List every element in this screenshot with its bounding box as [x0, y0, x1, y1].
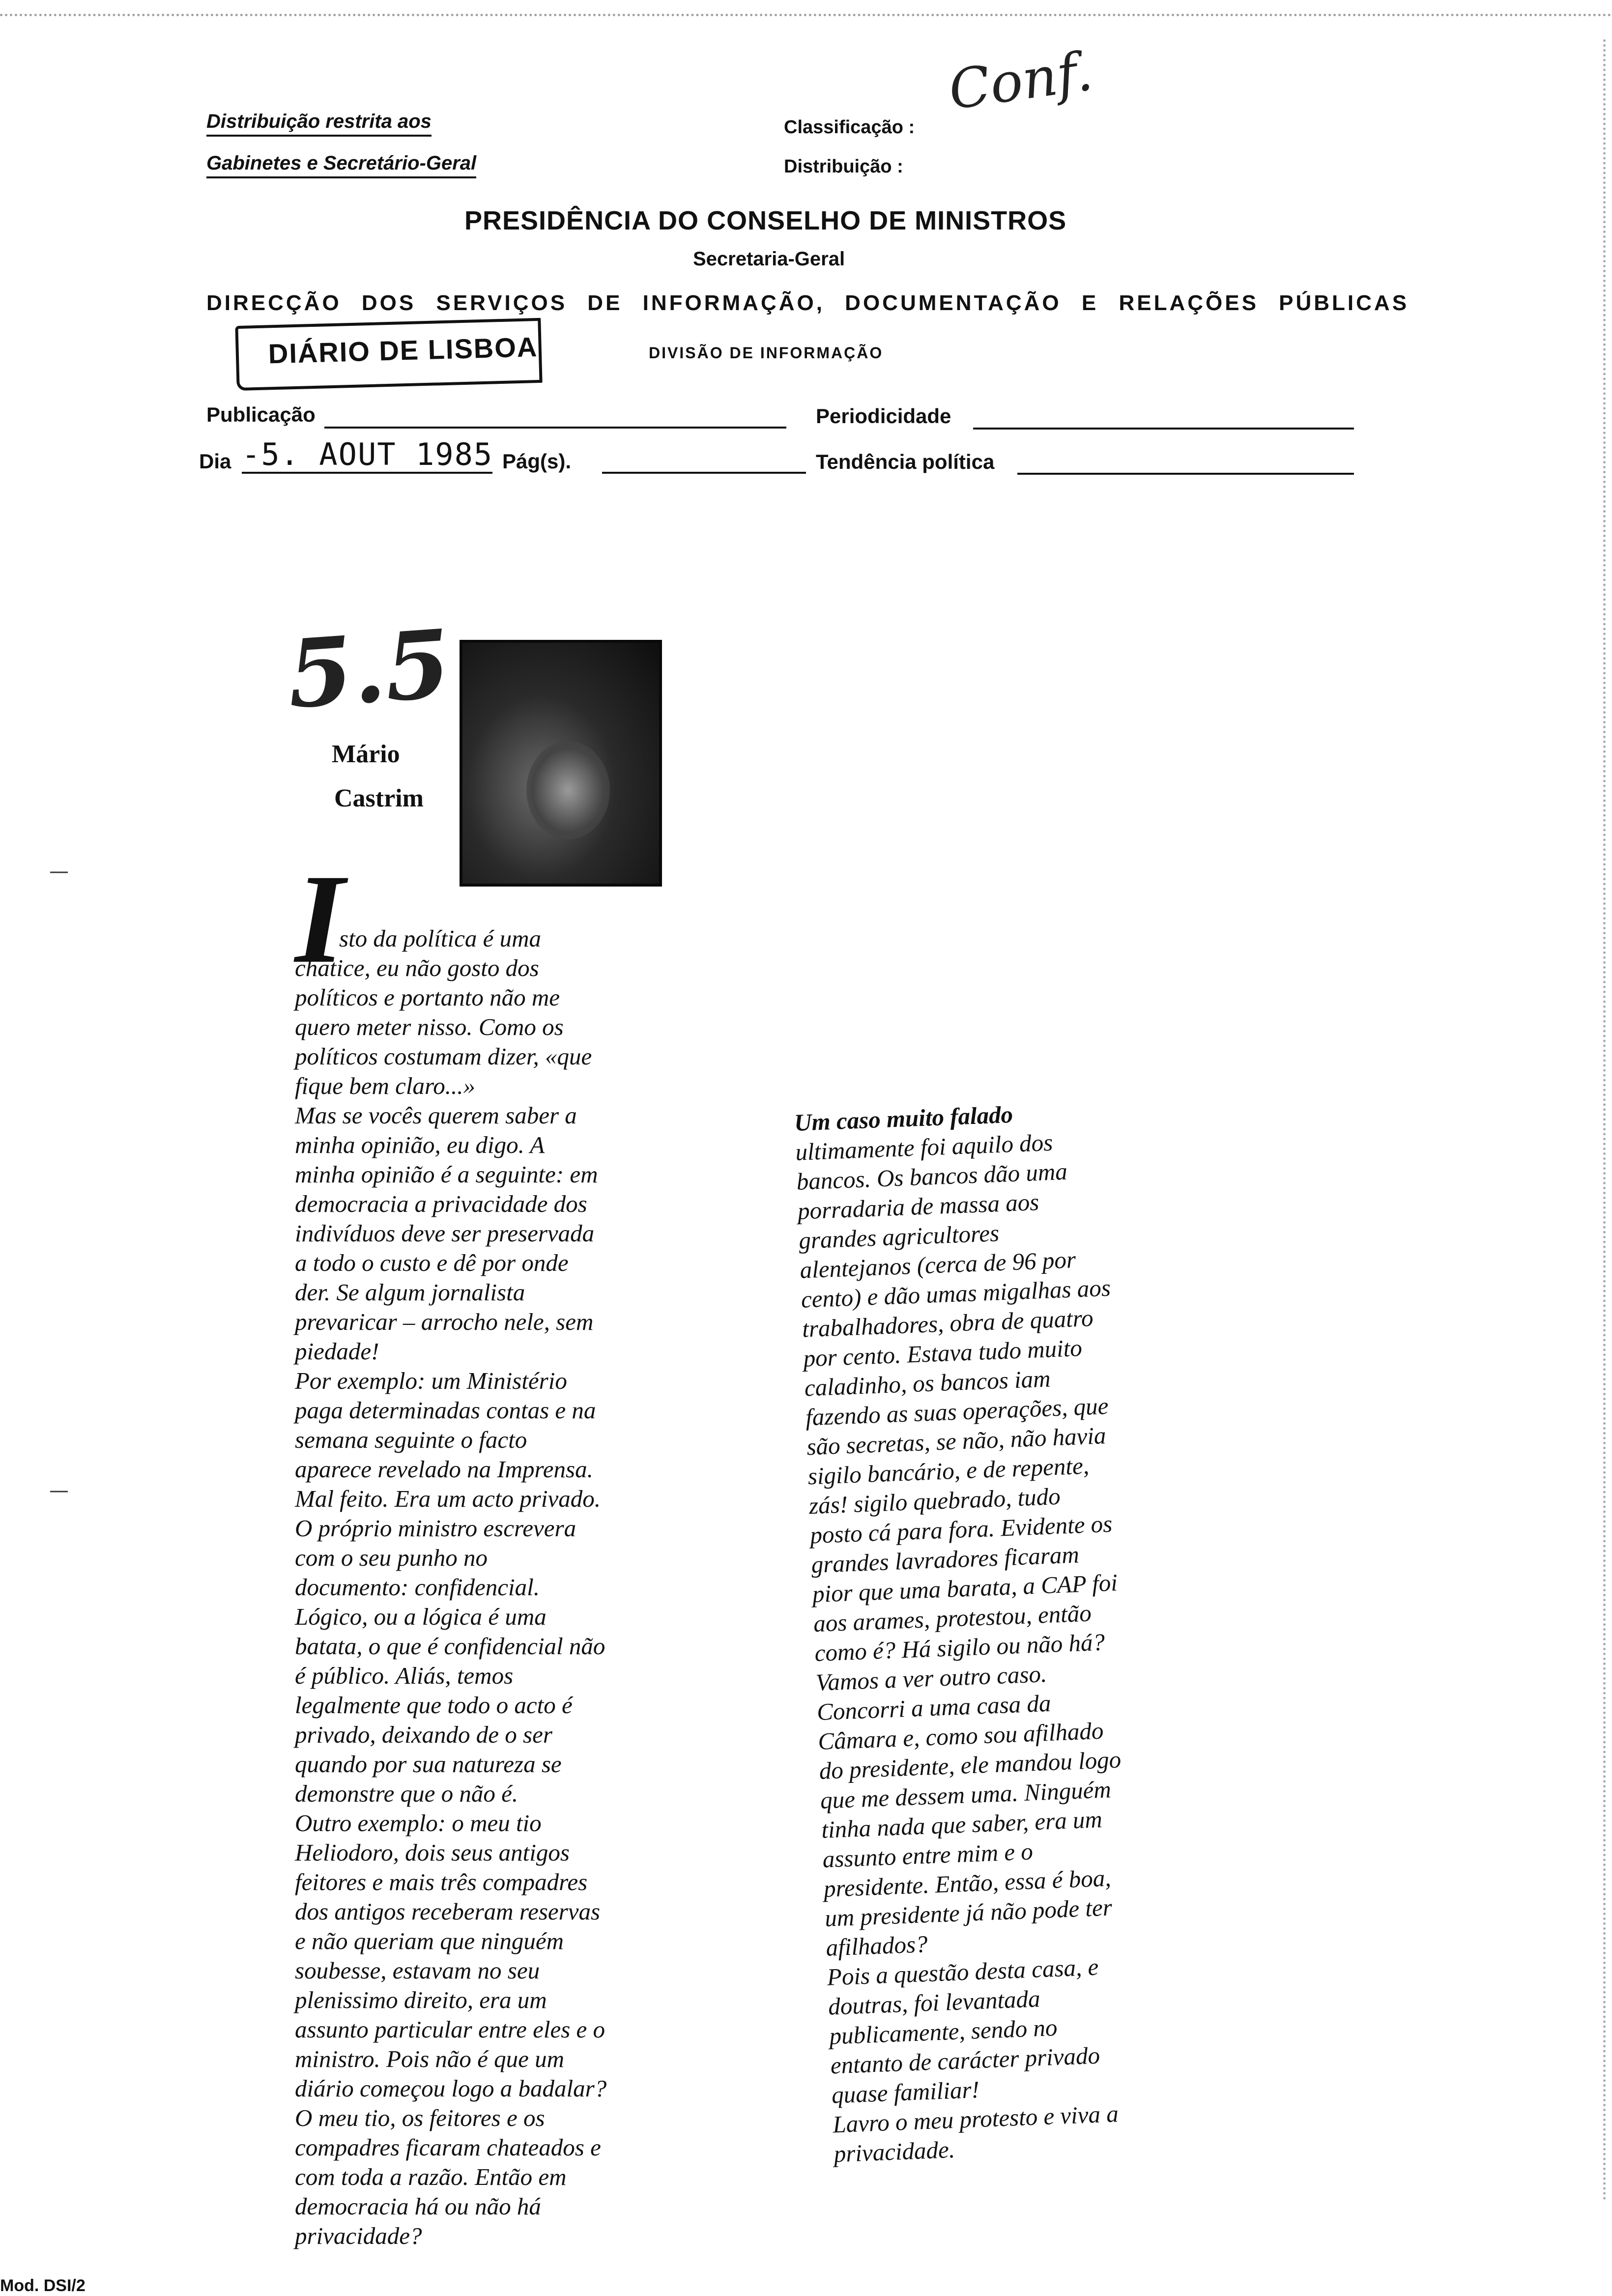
article-col2-lead: Um caso muito falado — [794, 1100, 1013, 1136]
scan-mark: — — [49, 860, 69, 883]
periodicidade-label: Periodicidade — [816, 404, 951, 428]
page-title: PRESIDÊNCIA DO CONSELHO DE MINISTROS — [464, 206, 1067, 235]
article-column-1: chatice, eu não gosto dos políticos e portanto não me quero meter nisso. Como os políticos costumam dizer, «que fique bem claro...» Mas se vocês querem saber a minha opinião, eu digo. A minha opinião é a seguinte: em democracia a privacidade dos indivíduos deve ser preservada a todo o custo e dê por onde der. Se algum jornalista prevaricar – arrocho nele, sem piedade! Por exemplo: um Ministério paga determinadas contas e na semana seguinte o facto aparece revelado na Imprensa. Mal feito. Era um acto privado. O próprio ministro escrevera com o seu punho no documento: confidencial. Lógico, ou a lógica é uma batata, o que é confidencial não é público. Aliás, temos legalmente que todo o acto é privado, deixando de o ser quando por sua natureza se demonstre que o não é. Outro exemplo: o meu tio Heliodoro, dois seus antigos feitores e mais três compadres dos antigos receberam reservas e não queriam que ninguém soubesse, estavam no seu plenissimo direito, era um assunto particular entre eles e o ministro. Pois não é que um diário começou logo a badalar? O meu tio, os feitores e os compadres ficaram chateados e com toda a razão. Então em democracia há ou não há privacidade? — [295, 954, 607, 2249]
author-photo — [460, 640, 662, 887]
author-first-name: Mário — [332, 740, 400, 768]
article-column-2 — [794, 1091, 1267, 2169]
dia-value: -5. AOUT 1985 — [242, 436, 493, 472]
pags-label: Pág(s). — [502, 450, 572, 473]
distribution-note-line2: Gabinetes e Secretário-Geral — [206, 152, 476, 178]
article-col1-intro: sto da política é uma — [339, 925, 542, 952]
publicacao-line — [324, 427, 786, 429]
publicacao-label: Publicação — [206, 403, 316, 426]
article-col2-body: ultimamente foi aquilo dos bancos. Os bancos dão uma porradaria de massa aos grandes agricultores alentejanos (cerca de 96 por cento) e dão umas migalhas aos trabalhadores, obra de quatro por cento. Estava tudo muito caladinho, os bancos iam fazendo as suas operações, que são secretas, se não, não havia sigilo bancário, e de repente, zás! sigilo quebrado, tudo posto cá para fora. Evidente os grandes lavradores ficaram pior que uma barata, a CAP foi aos arames, protestou, então como é? Há sigilo ou não há? Vamos a ver outro caso. Concorri a uma casa da Câmara e, como sou afilhado do presidente, ele mandou logo que me dessem uma. Ninguém tinha nada que saber, era um assunto entre mim e o presidente. Então, essa é boa, um presidente já não pode ter afilhados? Pois a questão desta casa, e doutras, foi levantada publicamente, sendo no entanto de carácter privado quase familiar! Lavro o meu protesto e viva a privacidade. — [795, 1128, 1122, 2168]
distribuicao-label: Distribuição : — [784, 156, 903, 177]
periodicidade-line — [973, 428, 1354, 430]
dia-line — [242, 472, 492, 474]
dia-label: Dia — [199, 450, 231, 473]
form-code: Mod. DSI/2 — [0, 2276, 86, 2295]
publication-stamp-text: DIÁRIO DE LISBOA — [268, 331, 538, 370]
directorate-line: DIRECÇÃO DOS SERVIÇOS DE INFORMAÇÃO, DOCUMENTAÇÃO E RELAÇÕES PÚBLICAS — [206, 291, 1410, 315]
scan-mark: — — [49, 1479, 69, 1502]
author-photo-face — [526, 741, 610, 839]
publication-stamp — [235, 318, 542, 391]
author-last-name: Castrim — [334, 784, 424, 812]
division-label: DIVISÃO DE INFORMAÇÃO — [649, 344, 884, 362]
scan-edge-top — [0, 14, 1612, 26]
page-subtitle: Secretaria-Geral — [693, 248, 845, 270]
scan-edge-right — [1603, 39, 1610, 2202]
tendencia-line — [1017, 473, 1354, 475]
drop-cap: I — [295, 848, 345, 990]
pags-line — [602, 472, 806, 474]
classificacao-label: Classificação : — [784, 117, 915, 138]
tendencia-label: Tendência política — [816, 450, 995, 473]
distribution-note-line1: Distribuição restrita aos — [206, 111, 432, 137]
handwritten-classification: Conf. — [945, 39, 1096, 122]
handwritten-date: 5.5 — [284, 608, 454, 730]
